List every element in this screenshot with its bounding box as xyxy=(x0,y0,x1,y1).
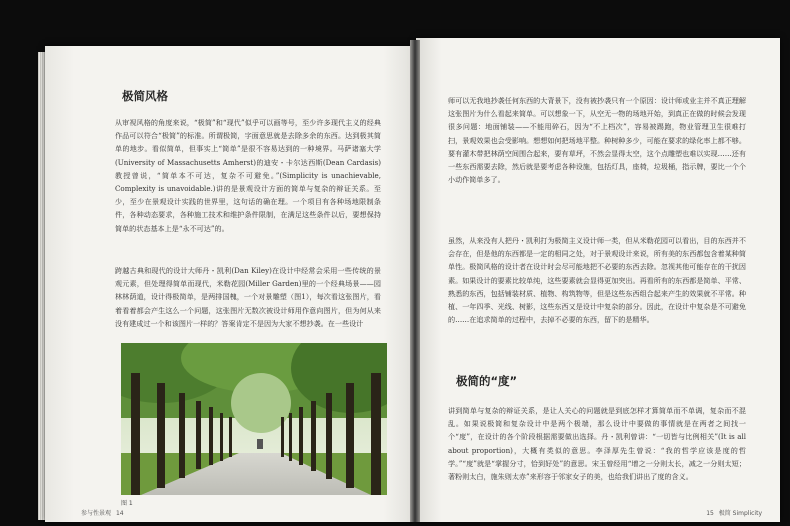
book-gutter xyxy=(410,40,420,522)
body-paragraph: 讲到简单与复杂的辩证关系，是让人关心的问题就是到底怎样才算简单而不单调，复杂而不混乱。如果说极简和复杂设计中是两个极端，那么设计中要做的事情就是在两者之间找一个“度”，在设计的各个阶段根据需要做出选择。丹・凯利曾讲：“一切皆与比例相关”(It is all about proportion)，大概有类似的意思。李泽厚先生曾说：“我的哲学应该是度的哲学。”“度”就是“掌握分寸，恰到好处”的意思。宋玉曾经用“增之一分则太长，减之一分则太短；著粉则太白，施朱则太赤”来形容于邻家女子的美，也给我们讲出了度的含义。 xyxy=(448,406,746,482)
tree-lined-walkway-photo xyxy=(121,343,387,495)
page-number: 15 xyxy=(706,510,714,517)
footer-label: 参与性景观 xyxy=(81,510,112,517)
body-paragraph: 跨越古典和现代的设计大师丹・凯利(Dan Kiley)在设计中经常会采用一些传统的景观元素，但处理得简单而现代，米勒花园(Miller Garden)里的一个经典场景——园林林荫道，设计得极简单，是两排国槐，一个对景雕塑（图1），每次看这张图片，看着看着都会产生这么一个问题，这张图片无数次被设计师用作意向图片，但为何从来没有建成过一个和该图片一样的？答案肯定不是因为大家不想抄袭。在一些设计 xyxy=(115,266,381,328)
section-heading: 极简的“度” xyxy=(456,374,518,388)
body-paragraph: 虽然，从来没有人把丹・凯利打为极简主义设计师一类，但从米勒花园可以看出，目的东西并不会存在，但是他的东西都是一定的相同之处，对于景观设计来说，所有美的东西都包含着某种简单性。极简风格的设计者在设计时会尽可能地把不必要的东西去除。忽视其他可能存在的干扰因素。如果设计的要素比较单纯，这些要素就会显得更加突出。再看所有的东西都是简单、平常、熟悉的东西，包括铺装材质、植物、构筑物等，但是这些东西组合起来产生的效果就不平常。种植、一年四季、光线、树影，这些东西又是设计中复杂的部分。因此，在设计中复杂是不可避免的……在追求简单的过程中，去掉不必要的东西，留下的是精华。 xyxy=(448,236,746,325)
left-page xyxy=(45,46,413,522)
right-page xyxy=(416,38,780,522)
footer-label: 极简 Simplicity xyxy=(718,510,762,517)
section-heading: 极简风格 xyxy=(122,89,168,103)
figure-caption: 图 1 xyxy=(121,500,133,507)
right-footer xyxy=(703,508,762,517)
body-paragraph: 从审视风格的角度来说，“极简”和“现代”似乎可以画等号，至少许多现代主义的经典作品可以符合“极简”的标准。所谓极简，字面意思就是去除多余的东西。达到极其简单的地步。看似简单，但事实上“简单”是很不容易达到的一种境界。马萨诸塞大学(University of Massachusetts Amherst)的迪安・卡尔达西斯(Dean Cardasis)教授曾说，“简单本不可达，复杂不可避免。”(Simplicity is unachievable, Complexity is unavoidable.)讲的是景观设计方面的简单与复杂的辩证关系。至少，至少在景观设计实践的世界里，这句话的确在理。一个项目有各种场地限制条件，各种动态要求，各种施工技术和维护条件限制，在满足这些条件以后，要想保持简单的状态基本上是“永不可达”的。 xyxy=(115,118,381,233)
left-footer xyxy=(81,508,127,517)
body-paragraph: 师可以无我地抄袭任何东西的大背景下，没有被抄袭只有一个原因：设计师或业主并不真正理解这张图片为什么看起来简单。可以想象一下，从空无一物的场地开始，到真正在做的时候会发现很多问题：地面铺装——不能用碎石，因为“不上档次”，容易被踢跑，物业管理卫生很难打扫，景观效果也会受影响。想想如何把场地平整。种树种多少，可能在要求的绿化率上都不够。要有灌木带把林荫空间围合起来，要有草坪，不然会显得太空，这个点雕塑也难以实现……还有一些东西需要去除，然后就是要考虑各种设施，包括灯具，座椅，垃圾桶，指示牌，要比一个个小动作简单多了。 xyxy=(448,96,746,185)
page-number: 14 xyxy=(115,510,124,517)
